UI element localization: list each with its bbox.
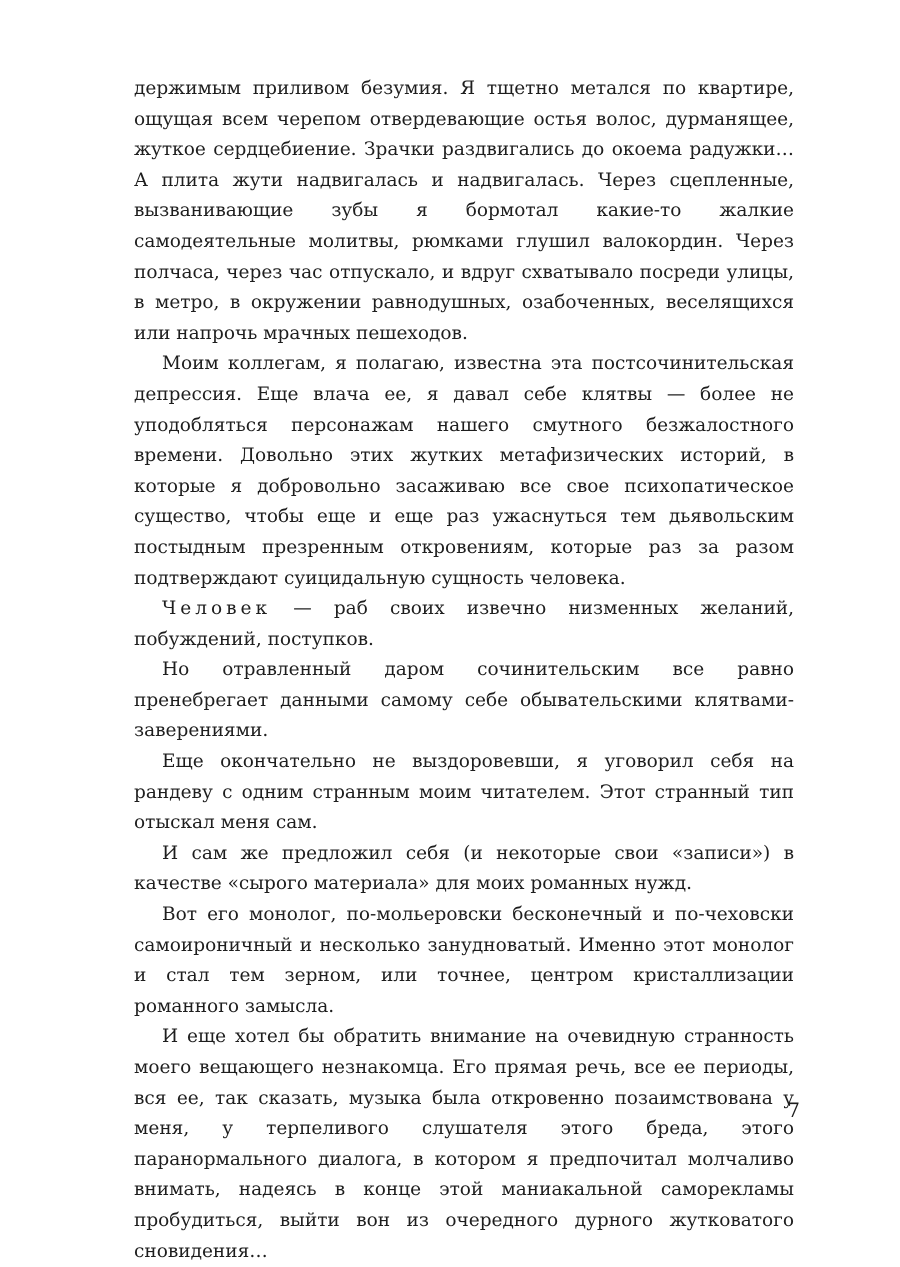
paragraph-2: Моим коллегам, я полагаю, известна эта постсочинительская депрессия. Еще влача ее, я давал себе клятвы — более не уподобляться персонажам нашего смутного безжалостного времени. Довольно этих жутких метафизических историй, в которые я добровольно засаживаю все свое психопатическое существо, чтобы еще и еще раз ужаснуться тем дьявольским постыдным презренным откровениям, которые раз за разом подтверждают суицидальную сущность человека. <box>134 353 794 589</box>
paragraph-5: Еще окончательно не выздоровевши, я уговорил себя на рандеву с одним странным моим читателем. Этот странный тип отыскал меня сам. <box>134 751 794 834</box>
paragraph-3-rest: раб своих извечно низменных желаний, побуждений, поступков. <box>134 598 794 650</box>
paragraph-4: Но отравленный даром сочинительским все равно пренебрегает данными самому себе обывательскими клятвами-заверениями. <box>134 659 794 742</box>
page-number: 7 <box>787 1098 800 1122</box>
emphasized-word: Человек <box>162 598 272 620</box>
paragraph-1: держимым приливом безумия. Я тщетно метался по квартире, ощущая всем черепом отвердевающие остья волос, дурманящее, жуткое сердцебиение. Зрачки раздвигались до окоема радужки… А плита жути надвигалась и надвигалась. Через сцепленные, вызванивающие зубы я бормотал какие-то жалкие самодеятельные молитвы, рюмками глушил валокордин. Через полчаса, через час отпускало, и вдруг схватывало посреди улицы, в метро, в окружении равнодушных, озабоченных, веселящихся или напрочь мрачных пешеходов. <box>134 78 794 344</box>
em-dash: — <box>271 598 334 620</box>
paragraph-8: И еще хотел бы обратить внимание на очевидную странность моего вещающего незнакомца. Его прямая речь, все ее периоды, вся ее, так сказать, музыка была откровенно позаимствована у меня, у терпеливого слушателя этого бреда, этого паранормального диалога, в котором я предпочитал молчаливо внимать, надеясь в конце этой маниакальной саморекламы пробудиться, выйти вон из очередного дурного жутковатого сновидения… <box>134 1026 794 1262</box>
paragraph-7: Вот его монолог, по-мольеровски бесконечный и по-чеховски самоироничный и несколько занудноватый. Именно этот монолог и стал тем зерном, или точнее, центром кристаллизации романного замысла. <box>134 904 794 1017</box>
body-text <box>134 74 794 1267</box>
paragraph-6: И сам же предложил себя (и некоторые свои «записи») в качестве «сырого материала» для моих романных нужд. <box>134 842 794 895</box>
paragraph-3 <box>134 594 794 655</box>
